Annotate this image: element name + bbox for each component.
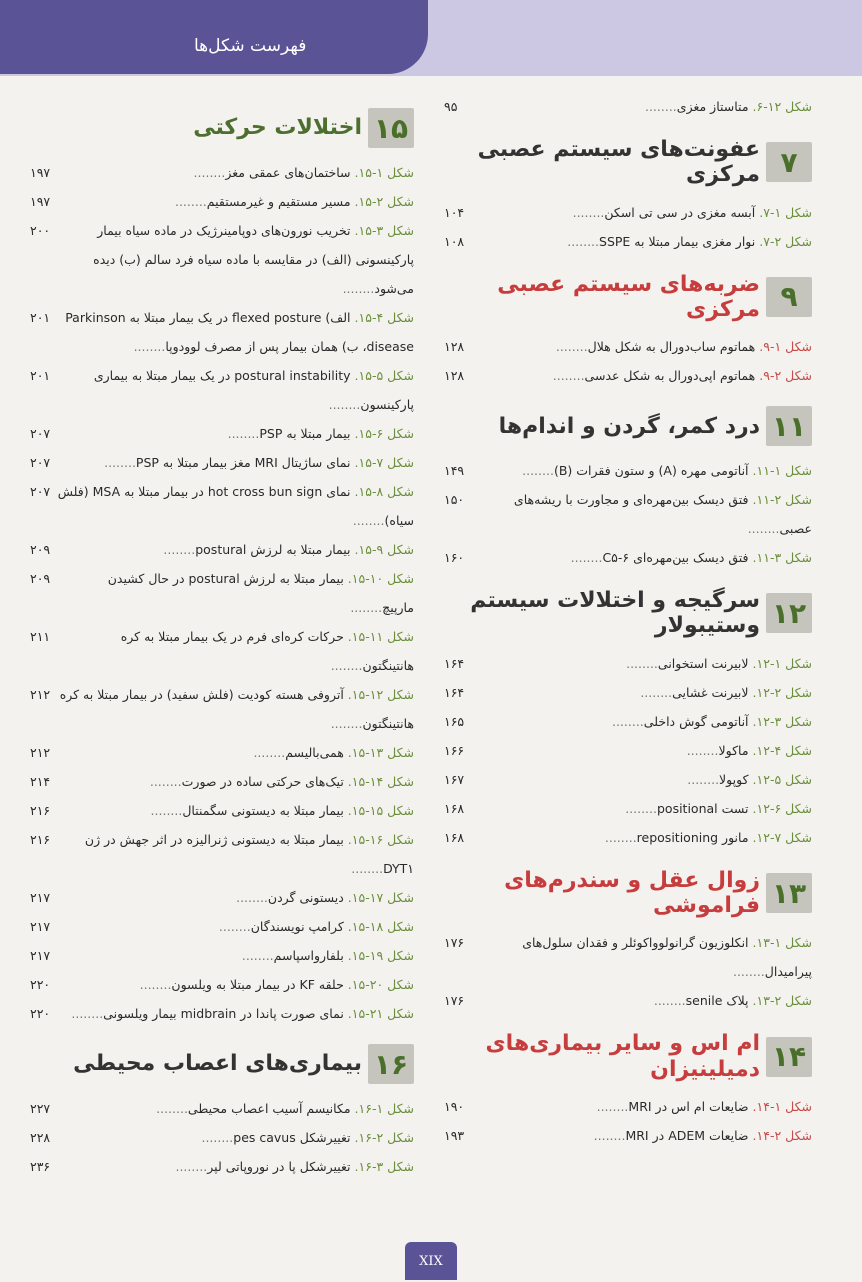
entry-text: مکانیسم آسیب اعصاب محیطی <box>187 1101 351 1116</box>
entry-page: ۱۷۶ <box>444 993 465 1009</box>
entry-label: شکل ۷-۱۵. <box>354 455 414 470</box>
entry-page: ۱۹۷ <box>30 165 51 180</box>
entry-page: ۲۳۶ <box>30 1159 51 1174</box>
figure-entry <box>444 227 812 256</box>
entry-text: بیمار مبتلا به دیستونی سگمنتال <box>182 803 344 818</box>
entry-text: بیمار مبتلا به لرزش postural <box>195 542 351 557</box>
entry-page: ۱۶۵ <box>444 713 465 729</box>
figure-entry <box>444 1092 812 1121</box>
figure-entry <box>30 1152 414 1181</box>
entry-page: ۲۱۲ <box>30 745 51 760</box>
leader-dots: ........ <box>350 600 383 615</box>
section-number: ۷ <box>766 142 812 182</box>
entry-page: ۲۰۷ <box>30 426 51 441</box>
entry-label: شکل ۴-۱۵. <box>354 310 414 325</box>
section-title: اختلالات حرکتی <box>193 115 362 141</box>
section-number: ۱۶ <box>368 1044 414 1084</box>
entry-text: دیستونی گردن <box>267 890 344 905</box>
figure-entry <box>444 649 812 678</box>
figure-entry <box>30 883 414 912</box>
entry-label: شکل ۱۰-۱۵. <box>347 571 414 586</box>
entry-text: postural instability در یک بیمار مبتلا به بیماری پارکینسون <box>93 368 414 412</box>
entry-label: شکل ۱-۱۵. <box>354 165 414 180</box>
section-header <box>444 272 812 323</box>
entry-text: آتروفی هسته کودیت (فلش سفید) در بیمار مبتلا به کره هانتینگتون <box>59 687 414 731</box>
leader-dots: ........ <box>640 684 673 700</box>
section-header <box>444 588 812 639</box>
entry-label: شکل ۱۷-۱۵. <box>347 890 414 905</box>
leader-dots: ........ <box>328 397 361 412</box>
entry-text: تغییرشکل pes cavus <box>233 1130 351 1145</box>
entry-label: شکل ۸-۱۵. <box>354 484 414 499</box>
figure-entry <box>30 303 414 361</box>
entry-text: ساختمان‌های عمقی مغز <box>225 165 351 180</box>
leader-dots: ........ <box>572 204 605 220</box>
entry-text: مانور repositioning <box>636 829 749 845</box>
section-title: سرگیجه و اختلالات سیستم وستیبولار <box>470 588 760 639</box>
entry-text: هماتوم اپی‌دورال به شکل عدسی <box>584 368 756 384</box>
leader-dots: ........ <box>555 339 588 355</box>
entry-page: ۲۰۱ <box>30 310 51 325</box>
leader-dots: ........ <box>653 993 686 1009</box>
entry-text: مسیر مستقیم و غیرمستقیم <box>206 194 351 209</box>
leader-dots: ........ <box>150 803 183 818</box>
entry-text: بیمار مبتلا به لرزش postural در حال کشیدن مارپیچ <box>107 571 414 615</box>
section-header <box>30 108 414 148</box>
figure-entry <box>30 622 414 680</box>
figure-entry <box>30 970 414 999</box>
entry-page: ۲۱۱ <box>30 629 51 644</box>
entry-label: شکل ۱۴-۱۵. <box>347 774 414 789</box>
entry-page: ۲۲۷ <box>30 1101 51 1116</box>
leader-dots: ........ <box>236 890 268 905</box>
entry-page: ۲۰۱ <box>30 368 51 383</box>
entry-label: شکل ۷-۱۲. <box>752 829 812 845</box>
entry-label: شکل ۱-۱۶. <box>354 1101 414 1116</box>
leader-dots: ........ <box>201 1130 234 1145</box>
entry-label: شکل ۲-۱۵. <box>354 194 414 209</box>
entry-text: لابیرنت غشایی <box>672 684 749 700</box>
figure-entry <box>30 1123 414 1152</box>
section-title: درد کمر، گردن و اندام‌ها <box>498 413 760 439</box>
entry-page: ۱۶۷ <box>444 771 465 787</box>
section-title: ام اس و سایر بیماری‌های دمیلینیزان <box>485 1031 760 1082</box>
figure-entry <box>30 477 414 535</box>
entry-text: ضایعات ام اس در MRI <box>628 1098 749 1114</box>
entry-page: ۲۰۹ <box>30 542 51 557</box>
leader-dots: ........ <box>163 542 196 557</box>
figure-entry <box>444 707 812 736</box>
figure-entry <box>444 361 812 390</box>
entry-text: متاستاز مغزی <box>676 99 749 114</box>
figure-entry <box>444 456 812 485</box>
entry-label: شکل ۱-۷. <box>759 204 812 220</box>
entry-text: آناتومی گوش داخلی <box>643 713 749 729</box>
section-title: بیماری‌های اعصاب محیطی <box>73 1051 362 1077</box>
leader-dots: ........ <box>330 716 363 731</box>
entry-page: ۲۱۷ <box>30 919 51 934</box>
entry-label: شکل ۵-۱۲. <box>752 771 812 787</box>
entry-page: ۲۱۷ <box>30 948 51 963</box>
leader-dots: ........ <box>351 861 384 876</box>
entry-text: تغییرشکل پا در نوروپاتی لپر <box>207 1159 351 1174</box>
entry-label: شکل ۶-۱۲. <box>752 800 812 816</box>
entry-page: ۱۰۴ <box>444 204 465 220</box>
entry-page: ۱۶۸ <box>444 800 465 816</box>
page-number: XIX <box>405 1242 457 1280</box>
entry-label: شکل ۱۶-۱۵. <box>347 832 414 847</box>
entry-text: آبسه مغزی در سی تی اسکن <box>604 204 756 220</box>
figure-entry <box>444 765 812 794</box>
entry-label: شکل ۱-۱۲. <box>752 655 812 671</box>
leader-dots: ........ <box>611 713 644 729</box>
figure-entry <box>444 198 812 227</box>
entry-label: شکل ۳-۱۲. <box>752 713 812 729</box>
entry-text: الف) flexed posture در یک بیمار مبتلا به Parkinson disease، ب) همان بیمار پس از مصرف لوودوپا <box>65 310 414 354</box>
figure-entry <box>30 912 414 941</box>
figure-entry <box>30 448 414 477</box>
entry-text: انکلوزیون گرانولوواکوئلر و فقدان سلول‌های پیرامیدال <box>522 935 812 980</box>
section-title: زوال عقل و سندرم‌های فراموشی <box>504 867 760 919</box>
entry-label: شکل ۱۱-۱۵. <box>347 629 414 644</box>
entry-page: ۲۱۲ <box>30 687 51 702</box>
entry-page: ۱۵۰ <box>444 492 465 508</box>
entry-text: کرامپ نویسندگان <box>250 919 344 934</box>
entry-label: شکل ۲-۱۱. <box>752 492 812 508</box>
entry-label: شکل ۲۰-۱۵. <box>347 977 414 992</box>
leader-dots: ........ <box>567 233 600 249</box>
entry-text: همی‌بالیسم <box>285 745 344 760</box>
entry-text: نمای ساژیتال MRI مغز بیمار مبتلا به PSP <box>135 455 351 470</box>
entry-page: ۱۶۰ <box>444 550 465 566</box>
section-header <box>444 868 812 919</box>
section-header <box>30 1044 414 1084</box>
figure-entry <box>444 543 812 572</box>
figure-entry <box>30 796 414 825</box>
entry-page: ۱۶۴ <box>444 684 465 700</box>
figure-entry <box>30 999 414 1028</box>
entry-label: شکل ۳-۱۵. <box>354 223 414 238</box>
leader-dots: ........ <box>156 1101 188 1116</box>
leader-dots: ........ <box>604 829 637 845</box>
entry-text: بلفارواسپاسم <box>273 948 344 963</box>
entry-page: ۲۰۹ <box>30 571 51 586</box>
entry-text: حلقه KF در بیمار مبتلا به ویلسون <box>171 977 344 992</box>
leader-dots: ........ <box>732 964 765 980</box>
leader-dots: ........ <box>686 742 719 758</box>
figure-entry <box>30 941 414 970</box>
entry-page: ۲۰۷ <box>30 455 51 470</box>
figure-entry <box>30 564 414 622</box>
leader-dots: ........ <box>241 948 274 963</box>
entry-text: نوار مغزی بیمار مبتلا به SSPE <box>599 233 756 249</box>
entry-page: ۲۱۷ <box>30 890 51 905</box>
entry-text: ماکولا <box>718 742 749 758</box>
entry-page: ۱۶۸ <box>444 829 465 845</box>
figure-entry <box>444 678 812 707</box>
leader-dots: ........ <box>352 513 385 528</box>
entry-page: ۲۱۶ <box>30 832 51 847</box>
leader-dots: ........ <box>193 165 226 180</box>
entry-label: شکل ۲۱-۱۵. <box>347 1006 414 1021</box>
entry-text: تخریب نورون‌های دوپامینرژیک در ماده سیاه بیمار پارکینسونی (الف) در مقایسه با ماده سیاه فرد سالم (ب) دیده می‌شود <box>93 223 414 296</box>
header-title: فهرست شکل‌ها <box>194 36 307 56</box>
entry-label: شکل ۱۲-۶. <box>752 99 812 114</box>
entry-page: ۲۲۸ <box>30 1130 51 1145</box>
section-number: ۱۲ <box>766 593 812 633</box>
entry-text: لابیرنت استخوانی <box>657 655 749 671</box>
entry-text: تست positional <box>656 800 749 816</box>
entry-label: شکل ۱-۹. <box>759 339 812 355</box>
entry-label: شکل ۲-۷. <box>759 233 812 249</box>
entry-page: ۱۴۹ <box>444 463 465 479</box>
section-title: عفونت‌های سیستم عصبی مرکزی <box>477 137 760 188</box>
entry-page: ۲۱۴ <box>30 774 51 789</box>
leader-dots: ........ <box>330 658 363 673</box>
figure-entry <box>444 736 812 765</box>
entry-label: شکل ۴-۱۲. <box>752 742 812 758</box>
entry-label: شکل ۲-۱۲. <box>752 684 812 700</box>
leader-dots: ........ <box>139 977 172 992</box>
entry-text: تیک‌های حرکتی ساده در صورت <box>181 774 344 789</box>
figure-entry <box>30 419 414 448</box>
entry-label: شکل ۱-۱۱. <box>752 463 812 479</box>
section-number: ۱۴ <box>766 1037 812 1077</box>
entry-page: ۲۰۷ <box>30 484 51 499</box>
entry-label: شکل ۳-۱۶. <box>354 1159 414 1174</box>
entry-text: کوپولا <box>719 771 749 787</box>
figure-entry <box>30 767 414 796</box>
entry-label: شکل ۲-۹. <box>759 368 812 384</box>
figure-entry <box>444 332 812 361</box>
entry-label: شکل ۲-۱۳. <box>752 993 812 1009</box>
right-column <box>444 92 812 1150</box>
leader-dots: ........ <box>593 1127 626 1143</box>
leader-dots: ........ <box>227 426 260 441</box>
entry-label: شکل ۲-۱۴. <box>752 1127 812 1143</box>
entry-label: شکل ۱۲-۱۵. <box>347 687 414 702</box>
left-column <box>30 92 414 1181</box>
leader-dots: ........ <box>104 455 136 470</box>
entry-page: ۱۹۳ <box>444 1127 465 1143</box>
section-header <box>444 137 812 188</box>
entry-text: فتق دیسک بین‌مهره‌ای C۵-۶ <box>602 550 749 566</box>
entry-text: بیمار مبتلا به PSP <box>259 426 351 441</box>
leader-dots: ........ <box>342 281 375 296</box>
leader-dots: ........ <box>149 774 182 789</box>
leader-dots: ........ <box>625 800 657 816</box>
entry-label: شکل ۶-۱۵. <box>354 426 414 441</box>
section-number: ۱۱ <box>766 406 812 446</box>
entry-label: شکل ۱۸-۱۵. <box>347 919 414 934</box>
figure-entry <box>444 794 812 823</box>
figure-entry <box>30 680 414 738</box>
entry-label: شکل ۳-۱۱. <box>752 550 812 566</box>
figure-entry <box>30 216 414 303</box>
entry-text: آناتومی مهره (A) و ستون فقرات (B) <box>553 463 749 479</box>
section-number: ۱۳ <box>766 873 812 913</box>
figure-entry <box>30 738 414 767</box>
entry-label: شکل ۹-۱۵. <box>354 542 414 557</box>
entry-page: ۱۶۶ <box>444 742 465 758</box>
entry-text: هماتوم ساب‌دورال به شکل هلال <box>587 339 756 355</box>
entry-label: شکل ۱۹-۱۵. <box>347 948 414 963</box>
entry-label: شکل ۱-۱۴. <box>752 1098 812 1114</box>
leader-dots: ........ <box>218 919 251 934</box>
entry-page: ۲۲۰ <box>30 977 51 992</box>
leader-dots: ........ <box>133 339 166 354</box>
figure-entry <box>444 485 812 543</box>
entry-page: ۲۰۰ <box>30 223 51 238</box>
entry-text: نمای hot cross bun sign در بیمار مبتلا به MSA (فلش سیاه) <box>57 484 414 528</box>
entry-label: شکل ۲-۱۶. <box>354 1130 414 1145</box>
entry-text: نمای صورت پاندا در midbrain بیمار ویلسونی <box>103 1006 344 1021</box>
figure-entry <box>444 986 812 1015</box>
section-number: ۹ <box>766 277 812 317</box>
figure-entry <box>30 825 414 883</box>
figure-entry <box>444 1121 812 1150</box>
entry-page: ۱۶۴ <box>444 655 465 671</box>
header-tab <box>0 0 428 74</box>
section-title: ضربه‌های سیستم عصبی مرکزی <box>497 271 760 322</box>
figure-entry <box>444 92 812 121</box>
entry-label: شکل ۱۳-۱۵. <box>347 745 414 760</box>
leader-dots: ........ <box>596 1098 629 1114</box>
leader-dots: ........ <box>522 463 554 479</box>
entry-page: ۱۰۸ <box>444 233 465 249</box>
leader-dots: ........ <box>253 745 286 760</box>
section-header <box>444 1031 812 1082</box>
entry-page: ۱۷۶ <box>444 935 465 951</box>
entry-page: ۱۲۸ <box>444 368 465 384</box>
entry-page: ۱۹۰ <box>444 1098 465 1114</box>
entry-label: شکل ۵-۱۵. <box>354 368 414 383</box>
figure-entry <box>30 158 414 187</box>
entry-text: حرکات کره‌ای فرم در یک بیمار مبتلا به کره هانتینگتون <box>120 629 414 673</box>
entry-text: پلاک senile <box>685 993 749 1009</box>
leader-dots: ........ <box>626 655 658 671</box>
section-header <box>444 406 812 446</box>
entry-page: ۲۲۰ <box>30 1006 51 1021</box>
leader-dots: ........ <box>174 194 207 209</box>
figure-entry <box>444 823 812 852</box>
leader-dots: ........ <box>570 550 603 566</box>
section-number: ۱۵ <box>368 108 414 148</box>
entry-page: ۱۲۸ <box>444 339 465 355</box>
entry-text: فتق دیسک بین‌مهره‌ای و مجاورت با ریشه‌های عصبی <box>513 492 812 537</box>
entry-page: ۲۱۶ <box>30 803 51 818</box>
figure-entry <box>30 1094 414 1123</box>
entry-label: شکل ۱-۱۳. <box>752 935 812 951</box>
leader-dots: ........ <box>552 368 585 384</box>
leader-dots: ........ <box>644 99 677 114</box>
entry-text: ضایعات ADEM در MRI <box>625 1127 749 1143</box>
leader-dots: ........ <box>687 771 720 787</box>
leader-dots: ........ <box>175 1159 208 1174</box>
entry-text: بیمار مبتلا به دیستونی ژنرالیزه در اثر جهش در ژن DYT۱ <box>84 832 414 876</box>
leader-dots: ........ <box>71 1006 104 1021</box>
leader-dots: ........ <box>747 521 780 537</box>
figure-entry <box>444 928 812 986</box>
entry-label: شکل ۱۵-۱۵. <box>347 803 414 818</box>
entry-page: ۹۵ <box>444 99 458 114</box>
entry-page: ۱۹۷ <box>30 194 51 209</box>
figure-entry <box>30 535 414 564</box>
figure-entry <box>30 187 414 216</box>
figure-entry <box>30 361 414 419</box>
